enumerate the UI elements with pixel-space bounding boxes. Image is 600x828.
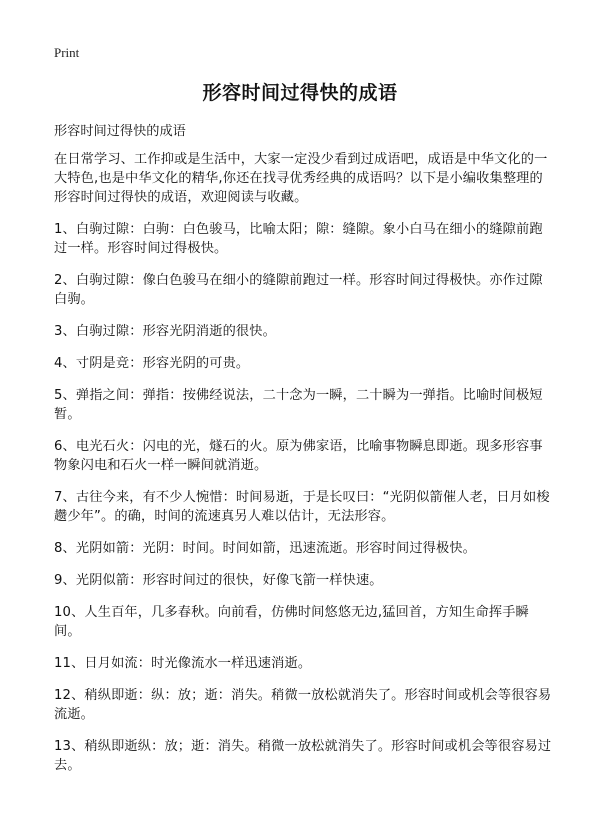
article-subtitle: 形容时间过得快的成语 <box>54 124 186 139</box>
idiom-item-5: 5、弹指之间：弹指：按佛经说法，二十念为一瞬，二十瞬为一弹指。比喻时间极短暂。 <box>54 388 543 422</box>
article-body <box>54 150 552 788</box>
idiom-item-6: 6、电光石火：闪电的光，燧石的火。原为佛家语，比喻事物瞬息即逝。现多形容事物象闪电和石火一样一瞬间就消逝。 <box>54 439 543 473</box>
print-link[interactable]: Print <box>54 45 80 60</box>
idiom-item-3: 3、白驹过隙：形容光阴消逝的很快。 <box>54 324 276 339</box>
idiom-item-4: 4、寸阴是竞：形容光阴的可贵。 <box>54 356 250 371</box>
idiom-item-9: 9、光阴似箭：形容时间过的很快，好像飞箭一样快速。 <box>54 573 383 588</box>
idiom-item-12: 12、稍纵即逝：纵：放；逝：消失。稍微一放松就消失了。形容时间或机会等很容易流逝。 <box>54 688 552 722</box>
idiom-item-10: 10、人生百年，几多春秋。向前看，仿佛时间悠悠无边,猛回首，方知生命挥手瞬间。 <box>54 605 529 639</box>
intro-paragraph: 在日常学习、工作抑或是生活中，大家一定没少看到过成语吧，成语是中华文化的一大特色,也是中华文化的精华,你还在找寻优秀经典的成语吗？以下是小编收集整理的形容时间过得快的成语，欢迎阅读与收藏。 <box>54 152 548 205</box>
idiom-item-11: 11、日月如流：时光像流水一样迅速消逝。 <box>54 656 312 671</box>
idiom-item-2: 2、白驹过隙：像白色骏马在细小的缝隙前跑过一样。形容时间过得极快。亦作过隙白驹。 <box>54 273 543 307</box>
idiom-item-7: 7、古往今来，有不少人惋惜：时间易逝，于是长叹曰：“光阴似箭催人老，日月如梭趱少年”。的确，时间的流速真另人难以估计，无法形容。 <box>54 490 550 524</box>
page-title: 形容时间过得快的成语 <box>202 82 398 104</box>
idiom-item-8: 8、光阴如箭：光阴：时间。时间如箭，迅速流逝。形容时间过得极快。 <box>54 541 476 556</box>
idiom-item-1: 1、白驹过隙：白驹：白色骏马，比喻太阳；隙：缝隙。象小白马在细小的缝隙前跑过一样。形容时间过得极快。 <box>54 222 543 256</box>
idiom-item-13: 13、稍纵即逝纵：放；逝：消失。稍微一放松就消失了。形容时间或机会等很容易过去。 <box>54 739 552 773</box>
